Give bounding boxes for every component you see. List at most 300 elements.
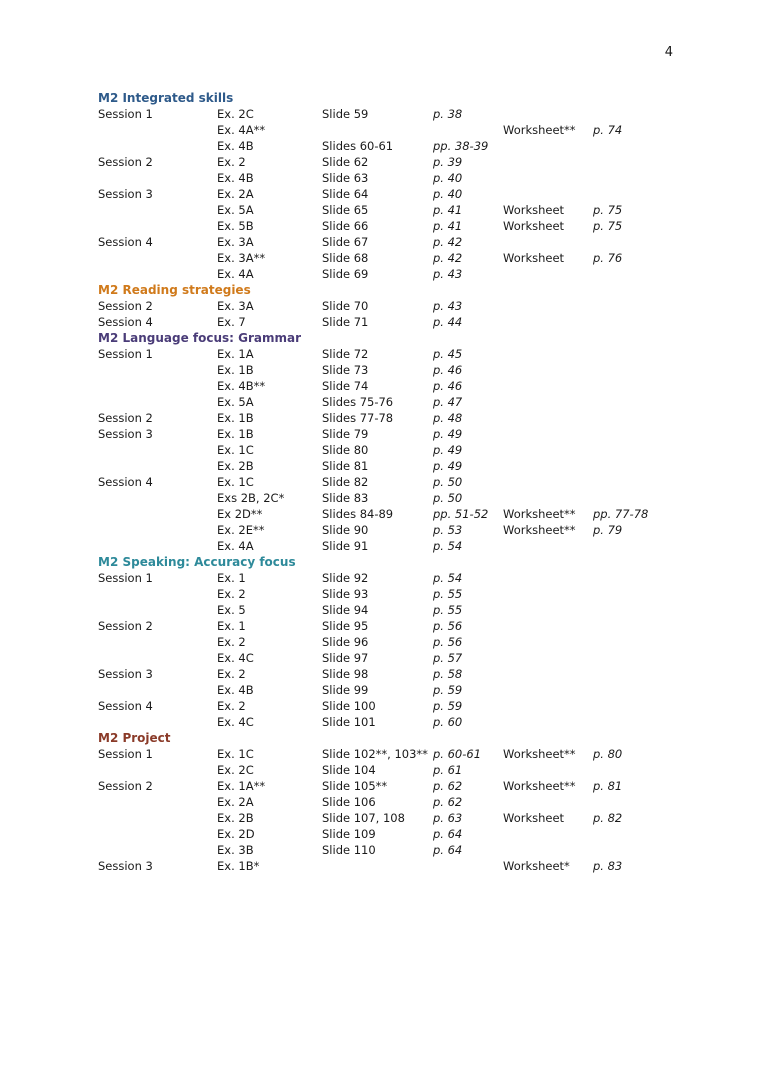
- table-row: [98, 106, 678, 122]
- table-row: [98, 794, 678, 810]
- exercise-cell: Ex. 2: [217, 587, 246, 601]
- exercise-cell: Ex. 2E**: [217, 523, 265, 537]
- worksheet-page-cell: [593, 666, 678, 682]
- worksheet-cell: [503, 570, 593, 586]
- worksheet-page-cell: [593, 698, 678, 714]
- table-row: [98, 346, 678, 362]
- worksheet-page-cell: [593, 570, 678, 586]
- worksheet-cell: [503, 602, 593, 618]
- slide-cell: Slide 94: [322, 603, 369, 617]
- worksheet-page-cell: [593, 138, 678, 154]
- table-row: [98, 442, 678, 458]
- table-row: [98, 122, 678, 138]
- session-cell: Session 1: [98, 347, 153, 361]
- table-row: [98, 378, 678, 394]
- session-cell: [98, 490, 217, 506]
- section-title: M2 Speaking: Accuracy focus: [98, 555, 296, 569]
- page-ref-cell: p. 50: [433, 475, 463, 489]
- exercise-cell: Ex. 7: [217, 315, 246, 329]
- worksheet-page-cell: pp. 77-78: [593, 507, 649, 521]
- worksheet-page-cell: [593, 490, 678, 506]
- page-ref-cell: p. 56: [433, 619, 463, 633]
- session-cell: [98, 442, 217, 458]
- worksheet-page-cell: [593, 410, 678, 426]
- session-cell: [98, 842, 217, 858]
- session-cell: [98, 378, 217, 394]
- page-ref-cell: p. 46: [433, 379, 463, 393]
- session-cell: Session 3: [98, 667, 153, 681]
- table-row: [98, 586, 678, 602]
- page-ref-cell: p. 45: [433, 347, 463, 361]
- table-row: [98, 170, 678, 186]
- worksheet-cell: [503, 314, 593, 330]
- exercise-cell: Ex. 4C: [217, 651, 254, 665]
- table-row: [98, 810, 678, 826]
- exercise-cell: Ex. 1C: [217, 747, 254, 761]
- page-ref-cell: p. 43: [433, 299, 463, 313]
- session-cell: Session 4: [98, 475, 153, 489]
- session-cell: [98, 522, 217, 538]
- session-cell: Session 4: [98, 699, 153, 713]
- table-row: [98, 298, 678, 314]
- slide-cell: Slide 97: [322, 651, 369, 665]
- page-ref-cell: pp. 51-52: [433, 507, 489, 521]
- worksheet-page-cell: p. 75: [593, 219, 623, 233]
- worksheet-page-cell: [593, 442, 678, 458]
- slide-cell: Slide 83: [322, 491, 369, 505]
- worksheet-cell: [503, 298, 593, 314]
- page-ref-cell: p. 55: [433, 603, 463, 617]
- worksheet-page-cell: [593, 586, 678, 602]
- worksheet-page-cell: [593, 602, 678, 618]
- exercise-cell: Ex. 4B: [217, 139, 254, 153]
- session-cell: [98, 650, 217, 666]
- exercise-cell: Ex. 2C: [217, 763, 254, 777]
- exercise-cell: Ex. 5A: [217, 203, 254, 217]
- exercise-cell: Ex. 1B: [217, 411, 254, 425]
- table-row: [98, 218, 678, 234]
- worksheet-cell: [503, 394, 593, 410]
- schedule-content: [98, 90, 678, 874]
- worksheet-page-cell: p. 75: [593, 203, 623, 217]
- exercise-cell: Ex. 2B: [217, 459, 254, 473]
- exercise-cell: Ex. 1A: [217, 347, 254, 361]
- worksheet-page-cell: [593, 314, 678, 330]
- slide-cell: Slide 110: [322, 843, 376, 857]
- worksheet-cell: [503, 266, 593, 282]
- session-cell: Session 1: [98, 107, 153, 121]
- table-row: [98, 138, 678, 154]
- slide-cell: Slide 68: [322, 251, 369, 265]
- page-ref-cell: [433, 122, 503, 138]
- session-cell: [98, 762, 217, 778]
- exercise-cell: Ex. 2B: [217, 811, 254, 825]
- table-row: [98, 202, 678, 218]
- worksheet-cell: Worksheet**: [503, 779, 576, 793]
- page-ref-cell: pp. 38-39: [433, 139, 489, 153]
- page-ref-cell: p. 42: [433, 251, 463, 265]
- slide-cell: Slide 82: [322, 475, 369, 489]
- exercise-cell: Ex. 3B: [217, 843, 254, 857]
- worksheet-cell: [503, 410, 593, 426]
- table-row: [98, 426, 678, 442]
- table-row: [98, 842, 678, 858]
- table-row: [98, 394, 678, 410]
- slide-cell: Slide 102**, 103**: [322, 747, 428, 761]
- table-row: [98, 458, 678, 474]
- exercise-cell: Ex. 4B: [217, 171, 254, 185]
- page-ref-cell: [433, 858, 503, 874]
- worksheet-page-cell: [593, 650, 678, 666]
- worksheet-page-cell: [593, 378, 678, 394]
- worksheet-cell: Worksheet*: [503, 859, 570, 873]
- slide-cell: Slide 93: [322, 587, 369, 601]
- page-ref-cell: p. 40: [433, 187, 463, 201]
- page-ref-cell: p. 49: [433, 443, 463, 457]
- page-ref-cell: p. 41: [433, 219, 463, 233]
- slide-cell: Slide 101: [322, 715, 376, 729]
- exercise-cell: Ex. 2A: [217, 795, 254, 809]
- page-ref-cell: p. 64: [433, 843, 463, 857]
- worksheet-cell: Worksheet**: [503, 507, 576, 521]
- table-row: [98, 362, 678, 378]
- exercise-cell: Ex. 1B: [217, 363, 254, 377]
- page-ref-cell: p. 60: [433, 715, 463, 729]
- slide-cell: Slide 66: [322, 219, 369, 233]
- session-cell: Session 4: [98, 235, 153, 249]
- table-row: [98, 778, 678, 794]
- section-title: M2 Integrated skills: [98, 91, 234, 105]
- worksheet-cell: [503, 826, 593, 842]
- page-ref-cell: p. 46: [433, 363, 463, 377]
- slide-cell: Slide 109: [322, 827, 376, 841]
- session-cell: [98, 826, 217, 842]
- slide-cell: Slide 91: [322, 539, 369, 553]
- table-row: [98, 762, 678, 778]
- exercise-cell: Ex. 1B*: [217, 859, 260, 873]
- worksheet-cell: [503, 698, 593, 714]
- session-cell: [98, 634, 217, 650]
- slide-cell: Slide 69: [322, 267, 369, 281]
- session-cell: [98, 586, 217, 602]
- table-row: [98, 506, 678, 522]
- page-ref-cell: p. 40: [433, 171, 463, 185]
- worksheet-page-cell: p. 83: [593, 859, 623, 873]
- page-ref-cell: p. 53: [433, 523, 463, 537]
- table-row: [98, 186, 678, 202]
- page-ref-cell: p. 39: [433, 155, 463, 169]
- page-ref-cell: p. 64: [433, 827, 463, 841]
- session-cell: Session 1: [98, 571, 153, 585]
- worksheet-page-cell: [593, 826, 678, 842]
- worksheet-page-cell: [593, 474, 678, 490]
- table-row: [98, 250, 678, 266]
- table-row: [98, 746, 678, 762]
- page-ref-cell: p. 55: [433, 587, 463, 601]
- section-integrated-skills: [98, 90, 678, 282]
- page-ref-cell: p. 49: [433, 427, 463, 441]
- worksheet-cell: [503, 426, 593, 442]
- worksheet-cell: [503, 154, 593, 170]
- page-ref-cell: p. 63: [433, 811, 463, 825]
- page-ref-cell: p. 43: [433, 267, 463, 281]
- section-reading-strategies: [98, 282, 678, 330]
- slide-cell: Slide 79: [322, 427, 369, 441]
- page-number: 4: [664, 45, 673, 60]
- page-ref-cell: p. 58: [433, 667, 463, 681]
- page-ref-cell: p. 41: [433, 203, 463, 217]
- page-ref-cell: p. 50: [433, 491, 463, 505]
- worksheet-cell: [503, 538, 593, 554]
- worksheet-page-cell: [593, 234, 678, 250]
- slide-cell: Slide 81: [322, 459, 369, 473]
- session-cell: [98, 794, 217, 810]
- table-row: [98, 522, 678, 538]
- worksheet-cell: [503, 170, 593, 186]
- table-row: [98, 234, 678, 250]
- worksheet-page-cell: [593, 618, 678, 634]
- exercise-cell: Ex. 2A: [217, 187, 254, 201]
- worksheet-page-cell: [593, 362, 678, 378]
- worksheet-cell: [503, 682, 593, 698]
- worksheet-cell: [503, 474, 593, 490]
- session-cell: [98, 682, 217, 698]
- slide-cell: Slide 106: [322, 795, 376, 809]
- worksheet-page-cell: [593, 682, 678, 698]
- session-cell: [98, 602, 217, 618]
- worksheet-cell: Worksheet: [503, 251, 565, 265]
- exercise-cell: Ex. 5: [217, 603, 246, 617]
- page-ref-cell: p. 38: [433, 107, 463, 121]
- page-ref-cell: p. 59: [433, 699, 463, 713]
- worksheet-page-cell: [593, 426, 678, 442]
- slide-cell: Slides 75-76: [322, 395, 394, 409]
- worksheet-cell: [503, 634, 593, 650]
- worksheet-page-cell: [593, 186, 678, 202]
- slide-cell: Slide 71: [322, 315, 369, 329]
- page-ref-cell: p. 57: [433, 651, 463, 665]
- page-ref-cell: p. 49: [433, 459, 463, 473]
- exercise-cell: Ex. 4B: [217, 683, 254, 697]
- exercise-cell: Ex. 1B: [217, 427, 254, 441]
- slide-cell: Slide 107, 108: [322, 811, 405, 825]
- worksheet-page-cell: [593, 298, 678, 314]
- session-cell: [98, 170, 217, 186]
- slide-cell: [322, 122, 433, 138]
- exercise-cell: Ex. 4A**: [217, 123, 266, 137]
- table-row: [98, 266, 678, 282]
- exercise-cell: Ex. 3A: [217, 299, 254, 313]
- slide-cell: Slide 80: [322, 443, 369, 457]
- worksheet-page-cell: [593, 106, 678, 122]
- table-row: [98, 410, 678, 426]
- exercise-cell: Ex. 1: [217, 571, 246, 585]
- session-cell: [98, 202, 217, 218]
- worksheet-cell: [503, 458, 593, 474]
- session-cell: [98, 138, 217, 154]
- worksheet-cell: Worksheet**: [503, 523, 576, 537]
- worksheet-cell: [503, 650, 593, 666]
- exercise-cell: Ex. 2: [217, 155, 246, 169]
- worksheet-page-cell: p. 82: [593, 811, 623, 825]
- table-row: [98, 474, 678, 490]
- section-title: M2 Project: [98, 731, 171, 745]
- exercise-cell: Ex. 1: [217, 619, 246, 633]
- worksheet-page-cell: [593, 794, 678, 810]
- worksheet-cell: [503, 842, 593, 858]
- session-cell: [98, 458, 217, 474]
- worksheet-page-cell: [593, 842, 678, 858]
- page-ref-cell: p. 59: [433, 683, 463, 697]
- session-cell: [98, 122, 217, 138]
- worksheet-page-cell: [593, 394, 678, 410]
- table-row: [98, 490, 678, 506]
- slide-cell: Slide 95: [322, 619, 369, 633]
- section-table: [98, 106, 678, 282]
- section-table: [98, 298, 678, 330]
- worksheet-page-cell: [593, 170, 678, 186]
- slide-cell: Slide 100: [322, 699, 376, 713]
- worksheet-page-cell: p. 81: [593, 779, 623, 793]
- worksheet-cell: [503, 362, 593, 378]
- page-ref-cell: p. 60-61: [433, 747, 482, 761]
- worksheet-cell: [503, 442, 593, 458]
- exercise-cell: Ex. 3A**: [217, 251, 266, 265]
- exercise-cell: Exs 2B, 2C*: [217, 491, 285, 505]
- worksheet-page-cell: [593, 634, 678, 650]
- worksheet-cell: [503, 378, 593, 394]
- table-row: [98, 682, 678, 698]
- session-cell: Session 2: [98, 155, 153, 169]
- slide-cell: Slide 63: [322, 171, 369, 185]
- exercise-cell: Ex. 2: [217, 699, 246, 713]
- exercise-cell: Ex. 1C: [217, 475, 254, 489]
- exercise-cell: Ex. 1A**: [217, 779, 266, 793]
- session-cell: [98, 538, 217, 554]
- table-row: [98, 650, 678, 666]
- worksheet-cell: [503, 586, 593, 602]
- session-cell: [98, 394, 217, 410]
- exercise-cell: Ex. 2D: [217, 827, 255, 841]
- worksheet-cell: [503, 618, 593, 634]
- exercise-cell: Ex. 4A: [217, 539, 254, 553]
- session-cell: Session 3: [98, 859, 153, 873]
- worksheet-cell: [503, 186, 593, 202]
- slide-cell: Slide 64: [322, 187, 369, 201]
- page-ref-cell: p. 48: [433, 411, 463, 425]
- page-ref-cell: p. 61: [433, 763, 463, 777]
- exercise-cell: Ex. 3A: [217, 235, 254, 249]
- slide-cell: Slide 96: [322, 635, 369, 649]
- slide-cell: Slides 84-89: [322, 507, 394, 521]
- worksheet-cell: [503, 138, 593, 154]
- table-row: [98, 314, 678, 330]
- session-cell: Session 3: [98, 427, 153, 441]
- slide-cell: [322, 858, 433, 874]
- worksheet-page-cell: p. 79: [593, 523, 623, 537]
- session-cell: [98, 362, 217, 378]
- page-ref-cell: p. 54: [433, 571, 463, 585]
- slide-cell: Slide 73: [322, 363, 369, 377]
- table-row: [98, 634, 678, 650]
- slide-cell: Slides 60-61: [322, 139, 394, 153]
- worksheet-cell: Worksheet**: [503, 747, 576, 761]
- worksheet-page-cell: [593, 762, 678, 778]
- session-cell: Session 2: [98, 619, 153, 633]
- exercise-cell: Ex. 5A: [217, 395, 254, 409]
- exercise-cell: Ex. 4C: [217, 715, 254, 729]
- section-title: M2 Reading strategies: [98, 283, 251, 297]
- table-row: [98, 858, 678, 874]
- table-row: [98, 826, 678, 842]
- worksheet-cell: [503, 794, 593, 810]
- table-row: [98, 154, 678, 170]
- slide-cell: Slide 74: [322, 379, 369, 393]
- slide-cell: Slides 77-78: [322, 411, 394, 425]
- section-table: [98, 346, 678, 554]
- table-row: [98, 666, 678, 682]
- slide-cell: Slide 105**: [322, 779, 388, 793]
- page-ref-cell: p. 42: [433, 235, 463, 249]
- exercise-cell: Ex. 5B: [217, 219, 254, 233]
- worksheet-cell: [503, 346, 593, 362]
- exercise-cell: Ex. 4B**: [217, 379, 266, 393]
- session-cell: Session 3: [98, 187, 153, 201]
- session-cell: [98, 266, 217, 282]
- page-ref-cell: p. 44: [433, 315, 463, 329]
- worksheet-cell: [503, 490, 593, 506]
- exercise-cell: Ex. 2: [217, 635, 246, 649]
- session-cell: Session 2: [98, 299, 153, 313]
- slide-cell: Slide 104: [322, 763, 376, 777]
- worksheet-cell: [503, 714, 593, 730]
- slide-cell: Slide 65: [322, 203, 369, 217]
- page-ref-cell: p. 62: [433, 795, 463, 809]
- table-row: [98, 538, 678, 554]
- table-row: [98, 698, 678, 714]
- worksheet-page-cell: [593, 154, 678, 170]
- table-row: [98, 618, 678, 634]
- session-cell: Session 2: [98, 411, 153, 425]
- slide-cell: Slide 98: [322, 667, 369, 681]
- page-ref-cell: p. 47: [433, 395, 463, 409]
- session-cell: Session 1: [98, 747, 153, 761]
- slide-cell: Slide 70: [322, 299, 369, 313]
- slide-cell: Slide 72: [322, 347, 369, 361]
- slide-cell: Slide 90: [322, 523, 369, 537]
- worksheet-page-cell: p. 80: [593, 747, 623, 761]
- worksheet-cell: [503, 762, 593, 778]
- worksheet-page-cell: [593, 714, 678, 730]
- worksheet-cell: [503, 666, 593, 682]
- session-cell: Session 2: [98, 779, 153, 793]
- exercise-cell: Ex 2D**: [217, 507, 263, 521]
- page-ref-cell: p. 56: [433, 635, 463, 649]
- worksheet-page-cell: [593, 458, 678, 474]
- slide-cell: Slide 99: [322, 683, 369, 697]
- exercise-cell: Ex. 2: [217, 667, 246, 681]
- worksheet-page-cell: [593, 266, 678, 282]
- exercise-cell: Ex. 4A: [217, 267, 254, 281]
- worksheet-cell: Worksheet: [503, 811, 565, 825]
- worksheet-page-cell: [593, 538, 678, 554]
- table-row: [98, 570, 678, 586]
- worksheet-page-cell: [593, 346, 678, 362]
- slide-cell: Slide 92: [322, 571, 369, 585]
- worksheet-cell: [503, 106, 593, 122]
- session-cell: [98, 810, 217, 826]
- exercise-cell: Ex. 2C: [217, 107, 254, 121]
